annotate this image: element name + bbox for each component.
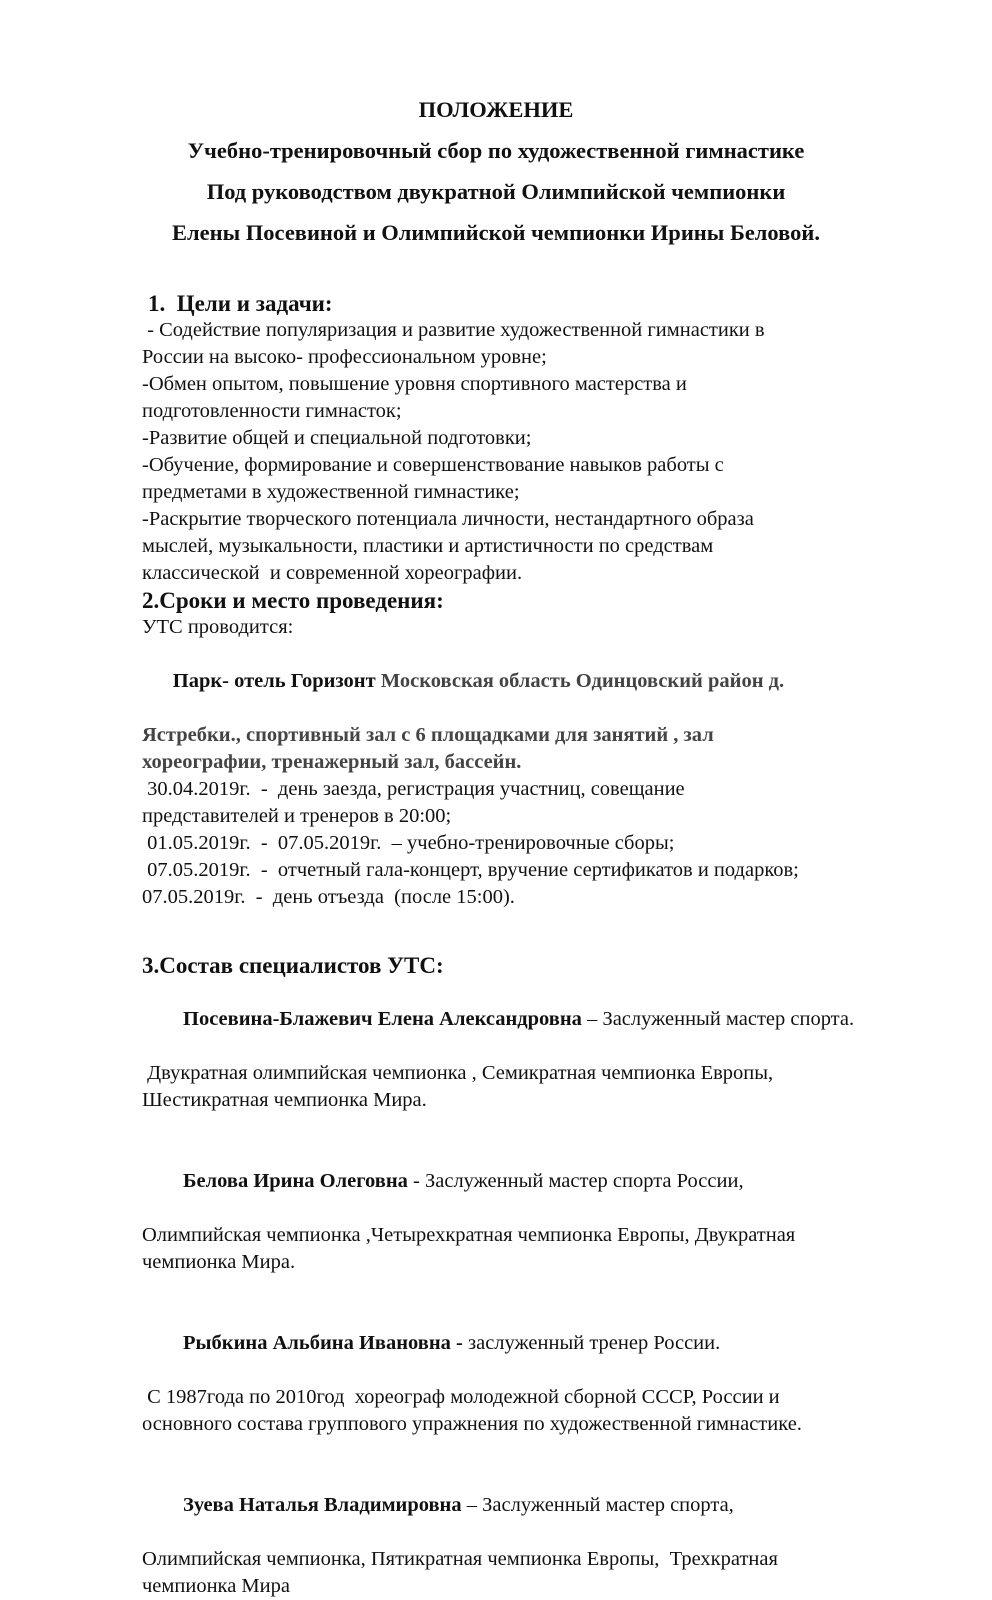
specialist-title: – Заслуженный мастер спорта, — [461, 1494, 734, 1516]
section-1-line: -Обмен опытом, повышение уровня спортивного мастерства и — [142, 373, 687, 395]
spacer — [142, 1114, 942, 1141]
venue-line — [142, 641, 942, 722]
section-1-line: классической и современной хореографии. — [142, 562, 523, 584]
section-1-line: -Раскрытие творческого потенциала личности, нестандартного образа — [142, 508, 754, 530]
venue-address: Московская область Одинцовский район д. — [375, 670, 785, 692]
spacer — [142, 1438, 942, 1465]
specialist-entry — [142, 1303, 942, 1438]
specialist-line: Двукратная олимпийская чемпионка , Семикратная чемпионка Европы, — [142, 1062, 774, 1084]
specialist-name: Зуева Наталья Владимировна — [183, 1494, 462, 1516]
doc-subtitle-3: Елены Посевиной и Олимпийской чемпионки Ирины Беловой. — [172, 220, 820, 245]
venue-details: хореографии, тренажерный зал, бассейн. — [142, 751, 522, 773]
specialist-line: С 1987года по 2010год хореограф молодежной сборной СССР, России и — [142, 1386, 780, 1408]
section-2-heading: 2.Сроки и место проведения: — [142, 588, 444, 613]
section-1-line: -Развитие общей и специальной подготовки; — [142, 427, 532, 449]
venue-details: Ястребки., спортивный зал с 6 площадками для занятий , зал — [142, 724, 714, 746]
schedule-line: 30.04.2019г. - день заезда, регистрация участниц, совещание — [142, 778, 685, 800]
spacer — [142, 911, 942, 938]
specialist-entry — [142, 979, 942, 1114]
specialist-line: основного состава группового упражнения по художественной гимнастике. — [142, 1413, 802, 1435]
spacer — [142, 1276, 942, 1303]
specialist-first-line — [142, 1465, 942, 1546]
doc-subtitle-2: Под руководством двукратной Олимпийской чемпионки — [206, 179, 786, 204]
section-1-heading: 1. Цели и задачи: — [148, 291, 333, 316]
specialist-title: - Заслуженный мастер спорта России, — [407, 1170, 744, 1192]
specialist-name: Посевина-Блажевич Елена Александровна — [183, 1008, 582, 1030]
specialist-line: Шестикратная чемпионка Мира. — [142, 1089, 427, 1111]
specialist-first-line — [142, 979, 942, 1060]
schedule-line: 07.05.2019г. - отчетный гала-концерт, вручение сертификатов и подарков; — [142, 859, 799, 881]
specialist-name: Рыбкина Альбина Ивановна - — [183, 1332, 463, 1354]
spacer — [142, 938, 942, 952]
specialist-first-line — [142, 1141, 942, 1222]
section-1-line: -Обучение, формирование и совершенствование навыков работы с — [142, 454, 724, 476]
venue-name: Парк- отель Горизонт — [172, 670, 376, 692]
specialist-line: чемпионка Мира — [142, 1575, 290, 1597]
specialist-line: чемпионка Мира. — [142, 1251, 296, 1273]
specialist-title: – Заслуженный мастер спорта. — [581, 1008, 855, 1030]
document-body — [142, 290, 942, 1600]
title-block — [0, 96, 992, 260]
schedule-line: 01.05.2019г. - 07.05.2019г. – учебно-тренировочные сборы; — [142, 832, 675, 854]
schedule-line: 07.05.2019г. - день отъезда (после 15:00). — [142, 886, 515, 908]
doc-subtitle-1: Учебно-тренировочный сбор по художественной гимнастике — [187, 138, 805, 163]
specialist-line: Олимпийская чемпионка ,Четырехкратная чемпионка Европы, Двукратная — [142, 1224, 796, 1246]
section-3-heading: 3.Состав специалистов УТС: — [142, 953, 444, 978]
section-2-intro: УТС проводится: — [142, 616, 294, 638]
section-1-line: предметами в художественной гимнастике; — [142, 481, 520, 503]
specialist-title: заслуженный тренер России. — [462, 1332, 721, 1354]
section-1-line: России на высоко- профессиональном уровне; — [142, 346, 547, 368]
specialist-line: Олимпийская чемпионка, Пятикратная чемпионка Европы, Трехкратная — [142, 1548, 778, 1570]
doc-title: ПОЛОЖЕНИЕ — [418, 97, 574, 122]
section-1-line: - Содействие популяризация и развитие художественной гимнастики в — [142, 319, 765, 341]
specialist-first-line — [142, 1303, 942, 1384]
specialist-entry — [142, 1141, 942, 1276]
specialist-name: Белова Ирина Олеговна — [183, 1170, 408, 1192]
schedule-line: представителей и тренеров в 20:00; — [142, 805, 452, 827]
specialist-entry — [142, 1465, 942, 1600]
section-1-line: подготовленности гимнасток; — [142, 400, 402, 422]
section-1-line: мыслей, музыкальности, пластики и артистичности по средствам — [142, 535, 714, 557]
